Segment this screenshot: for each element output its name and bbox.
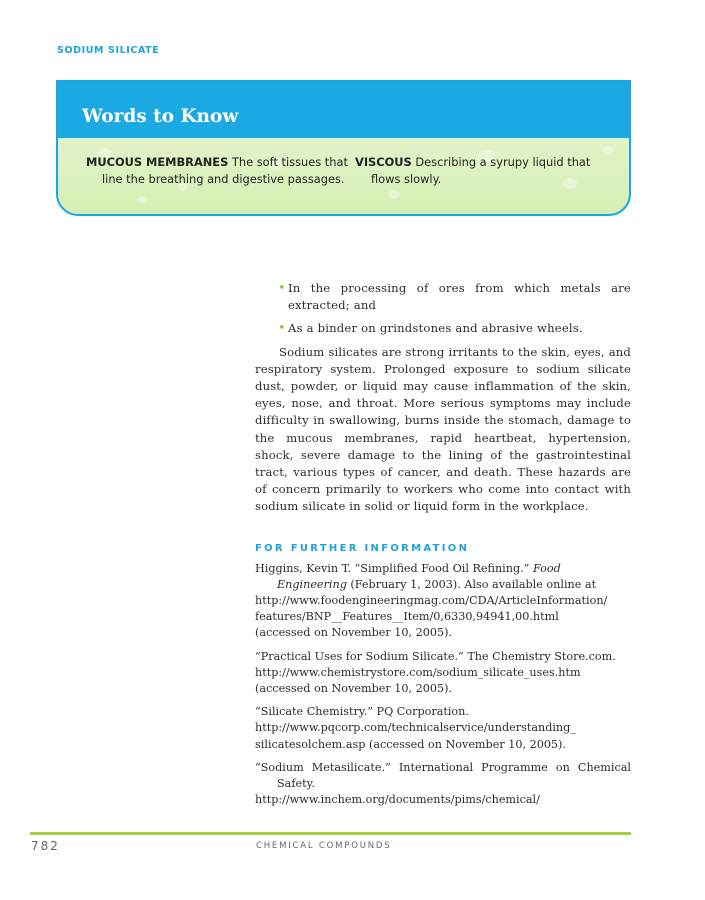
glossary-term-viscous <box>355 154 615 188</box>
ref-url[interactable]: http://www.pqcorp.com/technicalservice/understanding_ <box>255 721 576 735</box>
bullet-text: In the processing of ores from which metals are extracted; and <box>288 281 631 313</box>
ref-detail: (February 1, 2003). Also available online at <box>350 577 597 591</box>
words-to-know-title: Words to Know <box>82 106 239 127</box>
ref-journal: Food Engineering <box>277 561 561 591</box>
term-definition: The soft tissues that <box>231 155 348 169</box>
list-item <box>255 280 631 314</box>
reference-item <box>255 561 631 642</box>
body-paragraph: Sodium silicates are strong irritants to the skin, eyes, and respiratory system. Prolonged exposure to sodium silicate dust, powder, or liquid may cause inflammation of the skin, eyes, nose, and throat. More serious symptoms may include difficulty in swallowing, burns inside the stomach, damage to the mucous membranes, rapid heartbeat, hypertension, shock, severe damage to the lining of the gastrointestinal tract, various types of cancer, and death. These hazards are of concern primarily to workers who come into contact with sodium silicate in solid or liquid form in the workplace. <box>255 344 631 514</box>
ref-url[interactable]: http://www.chemistrystore.com/sodium_silicate_uses.htm <box>255 665 581 679</box>
words-to-know-body <box>58 138 629 216</box>
page-number: 782 <box>31 839 60 853</box>
reference-list <box>255 561 631 809</box>
term-name: VISCOUS <box>355 155 412 169</box>
term-name: MUCOUS MEMBRANES <box>86 155 229 169</box>
term-definition-cont: flows slowly. <box>371 172 442 186</box>
ref-url[interactable]: http://www.inchem.org/documents/pims/chemical/ <box>255 793 540 807</box>
ref-lead: “Practical Uses for Sodium Silicate.” The Chemistry Store.com. <box>255 649 616 663</box>
ref-lead: Higgins, Kevin T. “Simplified Food Oil Refining.” <box>255 561 530 575</box>
main-column <box>255 280 631 815</box>
term-definition: Describing a syrupy liquid that <box>415 155 591 169</box>
reference-item <box>255 704 631 753</box>
reference-item <box>255 760 631 809</box>
bullet-text: As a binder on grindstones and abrasive wheels. <box>288 321 583 336</box>
ref-url-cont[interactable]: silicatesolchem.asp (accessed on November 10, 2005). <box>255 737 566 751</box>
ref-url[interactable]: http://www.foodengineeringmag.com/CDA/ArticleInformation/ <box>255 594 608 608</box>
ref-url-cont[interactable]: features/BNP__Features__Item/0,6330,94941,00.html <box>255 610 559 624</box>
ref-accessed: (accessed on November 10, 2005). <box>255 682 453 696</box>
further-info-heading: FOR FURTHER INFORMATION <box>255 542 470 554</box>
ref-lead: “Sodium Metasilicate.” International Programme on Chemical Safety. <box>255 760 631 791</box>
words-to-know-header <box>58 82 629 138</box>
ref-lead: “Silicate Chemistry.” PQ Corporation. <box>255 705 469 719</box>
bullet-icon: • <box>278 281 286 296</box>
reference-item <box>255 649 631 698</box>
glossary-term-mucous-membranes <box>86 154 356 188</box>
term-definition-cont: line the breathing and digestive passages. <box>102 172 345 186</box>
bullet-icon: • <box>278 321 286 337</box>
footer-rule <box>30 832 631 835</box>
words-to-know-box <box>56 80 631 216</box>
list-item <box>255 320 631 337</box>
running-head: SODIUM SILICATE <box>57 45 160 56</box>
ref-accessed: (accessed on November 10, 2005). <box>255 626 453 640</box>
book-title: CHEMICAL COMPOUNDS <box>256 841 392 851</box>
